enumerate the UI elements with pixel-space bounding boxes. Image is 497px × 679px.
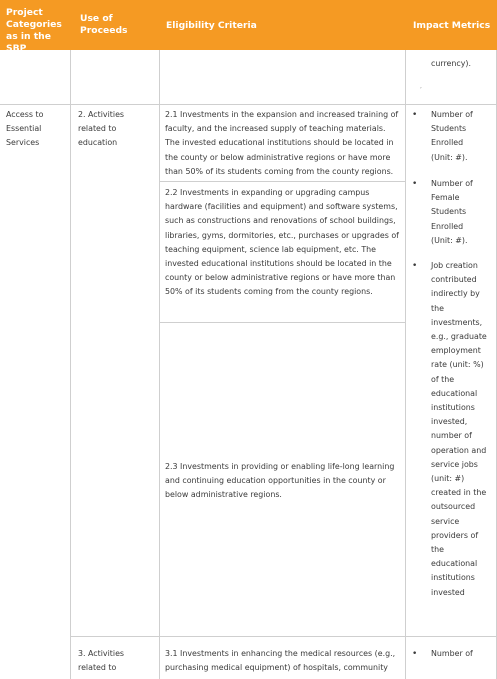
header-eligibility-criteria: Eligibility Criteria: [166, 20, 257, 31]
criteria-2-3: 2.3 Investments in providing or enabling life-long learning and continuing education opportunities in the county or below administrative regions.: [165, 462, 395, 500]
row-divider: [159, 322, 405, 323]
paragraph-mark: ,: [420, 83, 422, 90]
grid-line: [70, 50, 71, 679]
metric-number-of: Number of: [431, 649, 473, 658]
carryover-text: currency).: [431, 59, 471, 68]
metric-students-enrolled: Number of Students Enrolled (Unit: #).: [431, 110, 473, 162]
use-activities-medical: 3. Activities related to: [78, 649, 125, 673]
grid-line: [405, 50, 406, 679]
category-access-essential-services: Access to Essential Services: [6, 110, 44, 148]
header-use-of-proceeds: Use of Proceeds: [80, 13, 128, 36]
criteria-2-2: 2.2 Investments in expanding or upgrading campus hardware (facilities and equipment) and software systems, such as constructions and renovations of school buildings, libraries, gyms, dormitories, etc., purchases or upgrades of teaching equipment, science lab equipment, etc. The invested educational institutions should be located in the county or below administrative regions or have more than 50% of its students coming from the county regions.: [165, 188, 399, 297]
row-divider: [70, 636, 497, 637]
use-activities-education: 2. Activities related to education: [78, 110, 125, 148]
metric-job-creation: Job creation contributed indirectly by the investments, e.g., graduate employment rate (unit: %) of the educational institutions invested, number of operation and service jobs (unit: #) created in the outsourced service providers of the educational institutions invested: [431, 261, 487, 597]
criteria-3-1: 3.1 Investments in enhancing the medical resources (e.g., purchasing medical equipment) of hospitals, community: [165, 649, 396, 673]
header-project-categories: Project Categories as in the SBP: [6, 7, 62, 54]
bullet-marker: •: [412, 261, 418, 271]
metric-female-students: Number of Female Students Enrolled (Unit: #).: [431, 179, 473, 245]
bullet-marker: •: [412, 649, 418, 659]
bullet-marker: •: [412, 179, 418, 189]
header-impact-metrics: Impact Metrics: [413, 20, 491, 31]
bullet-marker: •: [412, 110, 418, 120]
row-divider: [0, 104, 497, 105]
criteria-2-1: 2.1 Investments in the expansion and increased training of faculty, and the increased supply of teaching materials. The invested educational institutions should be located in the county or below administrative regions or have more than 50% of its students coming from the county regions.: [165, 110, 399, 176]
grid-line: [159, 50, 160, 679]
row-divider: [159, 181, 405, 182]
